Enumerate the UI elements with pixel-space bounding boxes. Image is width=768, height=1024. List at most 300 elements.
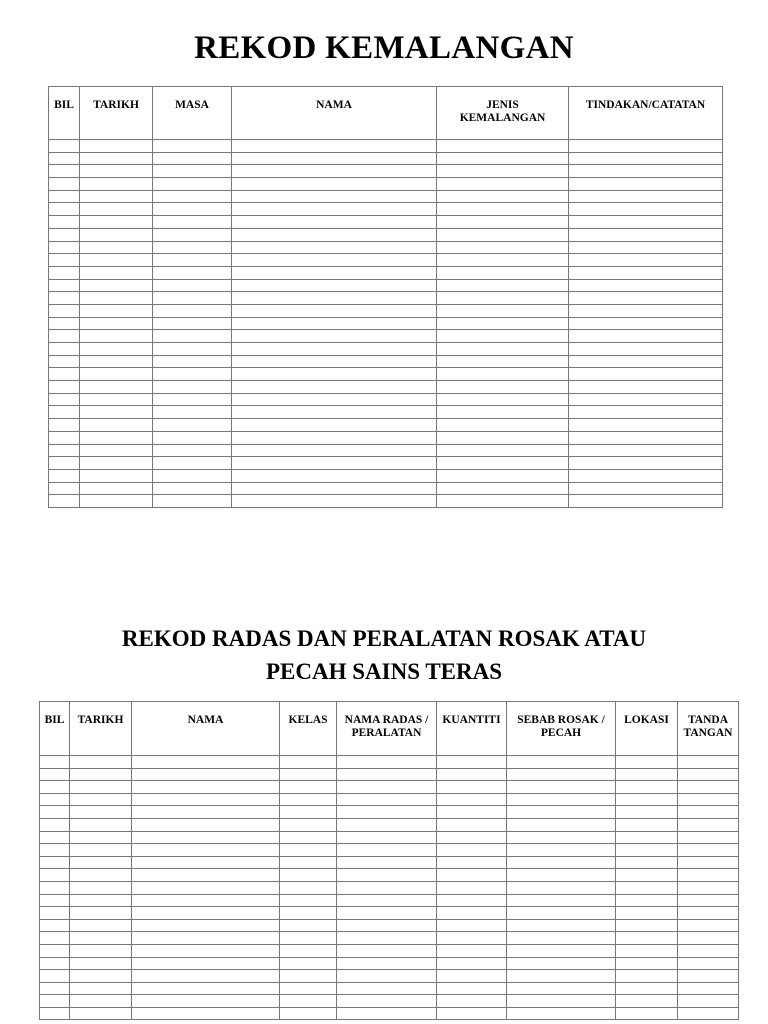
- table-cell[interactable]: [80, 266, 153, 279]
- table-cell[interactable]: [80, 419, 153, 432]
- table-cell[interactable]: [678, 995, 739, 1008]
- table-cell[interactable]: [232, 343, 437, 356]
- table-cell[interactable]: [70, 932, 132, 945]
- table-cell[interactable]: [507, 781, 616, 794]
- table-cell[interactable]: [80, 279, 153, 292]
- table-cell[interactable]: [280, 957, 337, 970]
- table-cell[interactable]: [437, 266, 569, 279]
- table-cell[interactable]: [569, 393, 723, 406]
- table-cell[interactable]: [507, 944, 616, 957]
- table-cell[interactable]: [70, 894, 132, 907]
- table-cell[interactable]: [153, 304, 232, 317]
- table-cell[interactable]: [80, 457, 153, 470]
- table-cell[interactable]: [437, 756, 507, 769]
- table-cell[interactable]: [616, 894, 678, 907]
- table-cell[interactable]: [437, 368, 569, 381]
- table-cell[interactable]: [132, 1007, 280, 1020]
- table-cell[interactable]: [232, 152, 437, 165]
- table-cell[interactable]: [569, 317, 723, 330]
- table-cell[interactable]: [49, 457, 80, 470]
- table-cell[interactable]: [678, 881, 739, 894]
- table-cell[interactable]: [49, 165, 80, 178]
- table-cell[interactable]: [437, 419, 569, 432]
- table-cell[interactable]: [40, 1007, 70, 1020]
- table-cell[interactable]: [232, 266, 437, 279]
- table-cell[interactable]: [49, 216, 80, 229]
- table-cell[interactable]: [678, 970, 739, 983]
- table-cell[interactable]: [437, 831, 507, 844]
- table-cell[interactable]: [232, 292, 437, 305]
- table-cell[interactable]: [437, 330, 569, 343]
- table-cell[interactable]: [569, 343, 723, 356]
- table-cell[interactable]: [153, 406, 232, 419]
- table-cell[interactable]: [132, 818, 280, 831]
- table-cell[interactable]: [153, 317, 232, 330]
- table-cell[interactable]: [437, 178, 569, 191]
- table-cell[interactable]: [132, 894, 280, 907]
- table-cell[interactable]: [232, 393, 437, 406]
- table-cell[interactable]: [153, 241, 232, 254]
- table-cell[interactable]: [678, 932, 739, 945]
- table-cell[interactable]: [40, 844, 70, 857]
- table-cell[interactable]: [337, 869, 437, 882]
- table-cell[interactable]: [70, 907, 132, 920]
- table-cell[interactable]: [232, 279, 437, 292]
- table-cell[interactable]: [132, 995, 280, 1008]
- table-cell[interactable]: [153, 393, 232, 406]
- table-cell[interactable]: [569, 203, 723, 216]
- table-cell[interactable]: [80, 178, 153, 191]
- table-cell[interactable]: [70, 919, 132, 932]
- table-cell[interactable]: [337, 1007, 437, 1020]
- table-cell[interactable]: [437, 216, 569, 229]
- table-cell[interactable]: [616, 806, 678, 819]
- table-cell[interactable]: [70, 869, 132, 882]
- table-cell[interactable]: [437, 190, 569, 203]
- table-cell[interactable]: [153, 330, 232, 343]
- table-cell[interactable]: [280, 793, 337, 806]
- table-cell[interactable]: [153, 381, 232, 394]
- table-cell[interactable]: [132, 869, 280, 882]
- table-cell[interactable]: [49, 431, 80, 444]
- table-cell[interactable]: [232, 431, 437, 444]
- table-cell[interactable]: [569, 279, 723, 292]
- table-cell[interactable]: [507, 831, 616, 844]
- table-cell[interactable]: [337, 768, 437, 781]
- table-cell[interactable]: [507, 995, 616, 1008]
- table-cell[interactable]: [132, 881, 280, 894]
- table-cell[interactable]: [40, 881, 70, 894]
- table-cell[interactable]: [40, 856, 70, 869]
- table-cell[interactable]: [280, 768, 337, 781]
- table-cell[interactable]: [437, 907, 507, 920]
- table-cell[interactable]: [437, 806, 507, 819]
- table-cell[interactable]: [232, 444, 437, 457]
- table-cell[interactable]: [153, 343, 232, 356]
- table-cell[interactable]: [569, 457, 723, 470]
- table-cell[interactable]: [569, 292, 723, 305]
- table-cell[interactable]: [80, 495, 153, 508]
- table-cell[interactable]: [569, 266, 723, 279]
- table-cell[interactable]: [80, 393, 153, 406]
- table-cell[interactable]: [70, 944, 132, 957]
- table-cell[interactable]: [49, 254, 80, 267]
- table-cell[interactable]: [280, 907, 337, 920]
- table-cell[interactable]: [507, 982, 616, 995]
- table-cell[interactable]: [153, 203, 232, 216]
- table-cell[interactable]: [337, 844, 437, 857]
- table-cell[interactable]: [616, 970, 678, 983]
- table-cell[interactable]: [280, 932, 337, 945]
- table-cell[interactable]: [569, 444, 723, 457]
- table-cell[interactable]: [40, 756, 70, 769]
- table-cell[interactable]: [153, 279, 232, 292]
- table-cell[interactable]: [569, 495, 723, 508]
- table-cell[interactable]: [280, 818, 337, 831]
- table-cell[interactable]: [232, 457, 437, 470]
- table-cell[interactable]: [232, 355, 437, 368]
- table-cell[interactable]: [70, 995, 132, 1008]
- table-cell[interactable]: [507, 806, 616, 819]
- table-cell[interactable]: [507, 756, 616, 769]
- table-cell[interactable]: [569, 178, 723, 191]
- table-cell[interactable]: [232, 304, 437, 317]
- table-cell[interactable]: [337, 881, 437, 894]
- table-cell[interactable]: [678, 907, 739, 920]
- table-cell[interactable]: [437, 894, 507, 907]
- table-cell[interactable]: [49, 317, 80, 330]
- table-cell[interactable]: [437, 768, 507, 781]
- table-cell[interactable]: [40, 919, 70, 932]
- table-cell[interactable]: [80, 444, 153, 457]
- table-cell[interactable]: [437, 482, 569, 495]
- table-cell[interactable]: [49, 444, 80, 457]
- table-cell[interactable]: [569, 241, 723, 254]
- table-cell[interactable]: [678, 919, 739, 932]
- table-cell[interactable]: [337, 995, 437, 1008]
- table-cell[interactable]: [507, 844, 616, 857]
- table-cell[interactable]: [49, 266, 80, 279]
- table-cell[interactable]: [280, 995, 337, 1008]
- table-cell[interactable]: [49, 152, 80, 165]
- table-cell[interactable]: [437, 844, 507, 857]
- table-cell[interactable]: [49, 469, 80, 482]
- table-cell[interactable]: [49, 393, 80, 406]
- table-cell[interactable]: [616, 995, 678, 1008]
- table-cell[interactable]: [49, 140, 80, 153]
- table-cell[interactable]: [437, 995, 507, 1008]
- table-cell[interactable]: [337, 831, 437, 844]
- table-cell[interactable]: [678, 944, 739, 957]
- table-cell[interactable]: [569, 165, 723, 178]
- table-cell[interactable]: [569, 419, 723, 432]
- table-cell[interactable]: [132, 793, 280, 806]
- table-cell[interactable]: [70, 844, 132, 857]
- table-cell[interactable]: [232, 469, 437, 482]
- table-cell[interactable]: [337, 818, 437, 831]
- table-cell[interactable]: [569, 228, 723, 241]
- table-cell[interactable]: [337, 907, 437, 920]
- table-cell[interactable]: [616, 869, 678, 882]
- table-cell[interactable]: [678, 982, 739, 995]
- table-cell[interactable]: [70, 881, 132, 894]
- table-cell[interactable]: [616, 768, 678, 781]
- table-cell[interactable]: [678, 957, 739, 970]
- table-cell[interactable]: [569, 355, 723, 368]
- table-cell[interactable]: [616, 919, 678, 932]
- table-cell[interactable]: [80, 330, 153, 343]
- table-cell[interactable]: [280, 970, 337, 983]
- table-cell[interactable]: [232, 203, 437, 216]
- table-cell[interactable]: [49, 482, 80, 495]
- table-cell[interactable]: [280, 881, 337, 894]
- table-cell[interactable]: [437, 919, 507, 932]
- table-cell[interactable]: [507, 818, 616, 831]
- table-cell[interactable]: [678, 831, 739, 844]
- table-cell[interactable]: [437, 140, 569, 153]
- table-cell[interactable]: [337, 894, 437, 907]
- table-cell[interactable]: [507, 894, 616, 907]
- table-cell[interactable]: [616, 1007, 678, 1020]
- table-cell[interactable]: [437, 381, 569, 394]
- table-cell[interactable]: [40, 806, 70, 819]
- table-cell[interactable]: [507, 768, 616, 781]
- table-cell[interactable]: [437, 982, 507, 995]
- table-cell[interactable]: [569, 330, 723, 343]
- table-cell[interactable]: [70, 818, 132, 831]
- table-cell[interactable]: [80, 317, 153, 330]
- table-cell[interactable]: [616, 982, 678, 995]
- table-cell[interactable]: [80, 203, 153, 216]
- table-cell[interactable]: [616, 756, 678, 769]
- table-cell[interactable]: [49, 368, 80, 381]
- table-cell[interactable]: [49, 279, 80, 292]
- table-cell[interactable]: [132, 932, 280, 945]
- table-cell[interactable]: [678, 894, 739, 907]
- table-cell[interactable]: [49, 343, 80, 356]
- table-cell[interactable]: [232, 216, 437, 229]
- table-cell[interactable]: [70, 970, 132, 983]
- table-cell[interactable]: [40, 970, 70, 983]
- table-cell[interactable]: [507, 970, 616, 983]
- table-cell[interactable]: [337, 793, 437, 806]
- table-cell[interactable]: [40, 768, 70, 781]
- table-cell[interactable]: [437, 1007, 507, 1020]
- table-cell[interactable]: [80, 190, 153, 203]
- table-cell[interactable]: [437, 292, 569, 305]
- table-cell[interactable]: [232, 406, 437, 419]
- table-cell[interactable]: [437, 355, 569, 368]
- table-cell[interactable]: [569, 469, 723, 482]
- table-cell[interactable]: [153, 266, 232, 279]
- table-cell[interactable]: [337, 970, 437, 983]
- table-cell[interactable]: [437, 406, 569, 419]
- table-cell[interactable]: [70, 957, 132, 970]
- table-cell[interactable]: [280, 844, 337, 857]
- table-cell[interactable]: [616, 944, 678, 957]
- table-cell[interactable]: [337, 756, 437, 769]
- table-cell[interactable]: [437, 241, 569, 254]
- table-cell[interactable]: [80, 304, 153, 317]
- table-cell[interactable]: [80, 228, 153, 241]
- table-cell[interactable]: [80, 368, 153, 381]
- table-cell[interactable]: [569, 140, 723, 153]
- table-cell[interactable]: [153, 444, 232, 457]
- table-cell[interactable]: [70, 1007, 132, 1020]
- table-cell[interactable]: [132, 919, 280, 932]
- table-cell[interactable]: [49, 228, 80, 241]
- table-cell[interactable]: [507, 932, 616, 945]
- table-cell[interactable]: [437, 393, 569, 406]
- table-cell[interactable]: [232, 482, 437, 495]
- table-cell[interactable]: [132, 944, 280, 957]
- table-cell[interactable]: [80, 482, 153, 495]
- table-cell[interactable]: [153, 190, 232, 203]
- table-cell[interactable]: [337, 932, 437, 945]
- table-cell[interactable]: [616, 932, 678, 945]
- table-cell[interactable]: [49, 330, 80, 343]
- table-cell[interactable]: [40, 781, 70, 794]
- table-cell[interactable]: [80, 152, 153, 165]
- table-cell[interactable]: [280, 944, 337, 957]
- table-cell[interactable]: [678, 1007, 739, 1020]
- table-cell[interactable]: [437, 469, 569, 482]
- table-cell[interactable]: [232, 317, 437, 330]
- table-cell[interactable]: [153, 495, 232, 508]
- table-cell[interactable]: [507, 907, 616, 920]
- table-cell[interactable]: [49, 304, 80, 317]
- table-cell[interactable]: [437, 881, 507, 894]
- table-cell[interactable]: [337, 806, 437, 819]
- table-cell[interactable]: [507, 869, 616, 882]
- table-cell[interactable]: [232, 178, 437, 191]
- table-cell[interactable]: [616, 844, 678, 857]
- table-cell[interactable]: [80, 216, 153, 229]
- table-cell[interactable]: [70, 781, 132, 794]
- table-cell[interactable]: [153, 482, 232, 495]
- table-cell[interactable]: [70, 768, 132, 781]
- table-cell[interactable]: [437, 869, 507, 882]
- table-cell[interactable]: [337, 944, 437, 957]
- table-cell[interactable]: [280, 982, 337, 995]
- table-cell[interactable]: [153, 216, 232, 229]
- table-cell[interactable]: [569, 254, 723, 267]
- table-cell[interactable]: [80, 165, 153, 178]
- table-cell[interactable]: [437, 254, 569, 267]
- table-cell[interactable]: [80, 254, 153, 267]
- table-cell[interactable]: [616, 781, 678, 794]
- table-cell[interactable]: [280, 831, 337, 844]
- table-cell[interactable]: [49, 241, 80, 254]
- table-cell[interactable]: [153, 228, 232, 241]
- table-cell[interactable]: [40, 995, 70, 1008]
- table-cell[interactable]: [437, 856, 507, 869]
- table-cell[interactable]: [616, 907, 678, 920]
- table-cell[interactable]: [337, 982, 437, 995]
- table-cell[interactable]: [616, 818, 678, 831]
- table-cell[interactable]: [616, 957, 678, 970]
- table-cell[interactable]: [153, 178, 232, 191]
- table-cell[interactable]: [569, 368, 723, 381]
- table-cell[interactable]: [132, 907, 280, 920]
- table-cell[interactable]: [337, 781, 437, 794]
- table-cell[interactable]: [70, 856, 132, 869]
- table-cell[interactable]: [70, 806, 132, 819]
- table-cell[interactable]: [569, 406, 723, 419]
- table-cell[interactable]: [437, 932, 507, 945]
- table-cell[interactable]: [70, 793, 132, 806]
- table-cell[interactable]: [507, 919, 616, 932]
- table-cell[interactable]: [232, 419, 437, 432]
- table-cell[interactable]: [280, 894, 337, 907]
- table-cell[interactable]: [80, 343, 153, 356]
- table-cell[interactable]: [437, 304, 569, 317]
- table-cell[interactable]: [437, 944, 507, 957]
- table-cell[interactable]: [49, 292, 80, 305]
- table-cell[interactable]: [437, 317, 569, 330]
- table-cell[interactable]: [49, 381, 80, 394]
- table-cell[interactable]: [132, 756, 280, 769]
- table-cell[interactable]: [153, 431, 232, 444]
- table-cell[interactable]: [437, 970, 507, 983]
- table-cell[interactable]: [40, 932, 70, 945]
- table-cell[interactable]: [132, 970, 280, 983]
- table-cell[interactable]: [153, 457, 232, 470]
- table-cell[interactable]: [437, 444, 569, 457]
- table-cell[interactable]: [678, 856, 739, 869]
- table-cell[interactable]: [80, 355, 153, 368]
- table-cell[interactable]: [49, 190, 80, 203]
- table-cell[interactable]: [132, 844, 280, 857]
- table-cell[interactable]: [437, 203, 569, 216]
- table-cell[interactable]: [569, 152, 723, 165]
- table-cell[interactable]: [153, 292, 232, 305]
- table-cell[interactable]: [232, 228, 437, 241]
- table-cell[interactable]: [70, 982, 132, 995]
- table-cell[interactable]: [678, 869, 739, 882]
- table-cell[interactable]: [507, 856, 616, 869]
- table-cell[interactable]: [616, 856, 678, 869]
- table-cell[interactable]: [337, 919, 437, 932]
- table-cell[interactable]: [80, 140, 153, 153]
- table-cell[interactable]: [40, 944, 70, 957]
- table-cell[interactable]: [40, 982, 70, 995]
- table-cell[interactable]: [70, 756, 132, 769]
- table-cell[interactable]: [437, 957, 507, 970]
- table-cell[interactable]: [437, 457, 569, 470]
- table-cell[interactable]: [569, 216, 723, 229]
- table-cell[interactable]: [437, 793, 507, 806]
- table-cell[interactable]: [569, 431, 723, 444]
- table-cell[interactable]: [678, 818, 739, 831]
- table-cell[interactable]: [80, 469, 153, 482]
- table-cell[interactable]: [232, 241, 437, 254]
- table-cell[interactable]: [70, 831, 132, 844]
- table-cell[interactable]: [40, 831, 70, 844]
- table-cell[interactable]: [437, 431, 569, 444]
- table-cell[interactable]: [437, 343, 569, 356]
- table-cell[interactable]: [49, 178, 80, 191]
- table-cell[interactable]: [49, 355, 80, 368]
- table-cell[interactable]: [280, 869, 337, 882]
- table-cell[interactable]: [132, 831, 280, 844]
- table-cell[interactable]: [153, 355, 232, 368]
- table-cell[interactable]: [80, 431, 153, 444]
- table-cell[interactable]: [153, 152, 232, 165]
- table-cell[interactable]: [153, 368, 232, 381]
- table-cell[interactable]: [132, 781, 280, 794]
- table-cell[interactable]: [153, 419, 232, 432]
